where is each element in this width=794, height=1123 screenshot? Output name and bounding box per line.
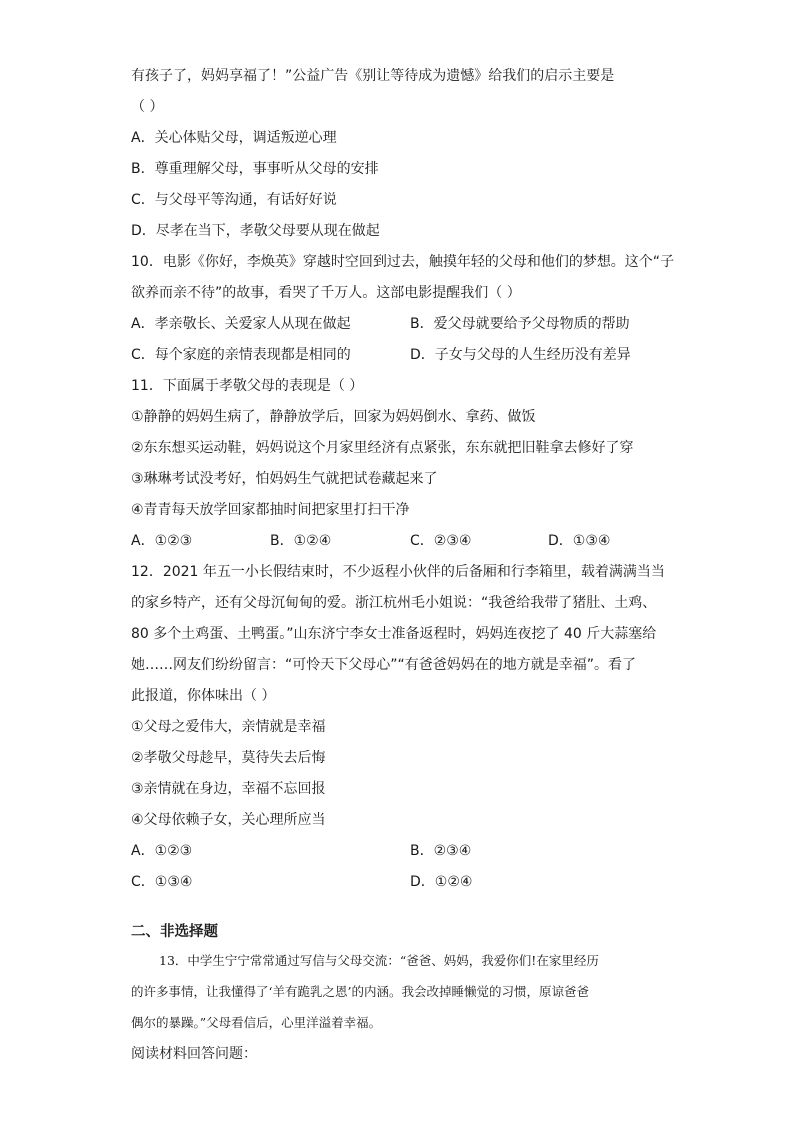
q9-option-c: C．与父母平等沟通，有话好好说 xyxy=(131,192,337,208)
q9-stem: 有孩子了，妈妈享福了！”公益广告《别让等待成为遗憾》给我们的启示主要是 xyxy=(131,68,615,84)
q9-option-b: B．尊重理解父母，事事听从父母的安排 xyxy=(131,161,379,177)
q10-option-d: D．子女与父母的人生经历没有差异 xyxy=(410,347,631,363)
q12-options-row1 xyxy=(131,841,651,861)
q9-option-a: A．关心体贴父母，调适叛逆心理 xyxy=(131,130,337,146)
q11-item-1: ①静静的妈妈生病了，静静放学后，回家为妈妈倒水、拿药、做饭 xyxy=(131,409,536,425)
q11-item-3: ③琳琳考试没考好，怕妈妈生气就把试卷藏起来了 xyxy=(131,471,438,487)
q10-stem-line1: 10．电影《你好，李焕英》穿越时空回到过去，触摸年轻的父母和他们的梦想。这个“子 xyxy=(131,254,675,270)
q13-line2: 的许多事情，让我懂得了‘羊有跪乳之恩’的内涵。我会改掉睡懒觉的习惯，原谅爸爸 xyxy=(131,984,589,999)
read-prompt: 阅读材料回答问题： xyxy=(131,1046,257,1062)
q12-option-a: A．①②③ xyxy=(131,843,193,859)
q12-item-3: ③亲情就在身边，幸福不忘回报 xyxy=(131,781,326,797)
q10-option-b: B．爱父母就要给予父母物质的帮助 xyxy=(410,316,630,332)
q11-option-c: C．②③④ xyxy=(410,533,472,549)
q12-stem-line4: 她……网友们纷纷留言：“可怜天下父母心”“有爸爸妈妈在的地方就是幸福”。看了 xyxy=(131,657,637,673)
q13-line3: 偶尔的暴躁。”父母看信后，心里洋溢着幸福。 xyxy=(131,1015,382,1030)
q13-line1: 13．中学生宁宁常常通过写信与父母交流：“爸爸、妈妈，我爱你们!在家里经历 xyxy=(159,953,599,968)
q10-option-a: A．孝亲敬长、关爱家人从现在做起 xyxy=(131,316,351,332)
q10-stem-line2: 欲养而亲不待”的故事，看哭了千万人。这部电影提醒我们（ ） xyxy=(131,285,521,301)
q12-option-d: D．①②④ xyxy=(410,874,473,890)
q12-stem-line5: 此报道，你体味出（ ） xyxy=(131,688,276,704)
q11-item-4: ④青青每天放学回家都抽时间把家里打扫干净 xyxy=(131,502,410,518)
q12-item-4: ④父母依赖子女，关心理所应当 xyxy=(131,812,326,828)
q9-answer-paren: （ ） xyxy=(131,99,164,115)
q11-stem: 11．下面属于孝敬父母的表现是（ ） xyxy=(131,378,364,394)
q12-item-2: ②孝敬父母趁早，莫待失去后悔 xyxy=(131,750,326,766)
q9-option-d: D．尽孝在当下，孝敬父母要从现在做起 xyxy=(131,223,380,239)
q11-options-row xyxy=(131,531,651,551)
q11-option-a: A．①②③ xyxy=(131,533,193,549)
q11-item-2: ②东东想买运动鞋，妈妈说这个月家里经济有点紧张，东东就把旧鞋拿去修好了穿 xyxy=(131,440,634,456)
q11-option-d: D．①③④ xyxy=(548,533,611,549)
q12-stem-line2: 的家乡特产，还有父母沉甸甸的爱。浙江杭州毛小姐说：“我爸给我带了猪肚、土鸡、 xyxy=(131,595,657,611)
q10-options-row2 xyxy=(131,345,651,365)
q10-option-c: C．每个家庭的亲情表现都是相同的 xyxy=(131,347,351,363)
q10-options-row1 xyxy=(131,314,651,334)
q12-stem-line3: 80 多个土鸡蛋、土鸭蛋。”山东济宁李女士准备返程时，妈妈连夜挖了 40 斤大蒜塞给 xyxy=(131,626,657,642)
q12-option-c: C．①③④ xyxy=(131,874,193,890)
section-title: 二、非选择题 xyxy=(131,924,218,940)
q11-option-b: B．①②④ xyxy=(270,533,332,549)
q12-stem-line1: 12．2021 年五一小长假结束时，不少返程小伙伴的后备厢和行李箱里，载着满满当当 xyxy=(131,564,665,580)
q12-item-1: ①父母之爱伟大，亲情就是幸福 xyxy=(131,719,326,735)
q12-options-row2 xyxy=(131,872,651,892)
q12-option-b: B．②③④ xyxy=(410,843,472,859)
